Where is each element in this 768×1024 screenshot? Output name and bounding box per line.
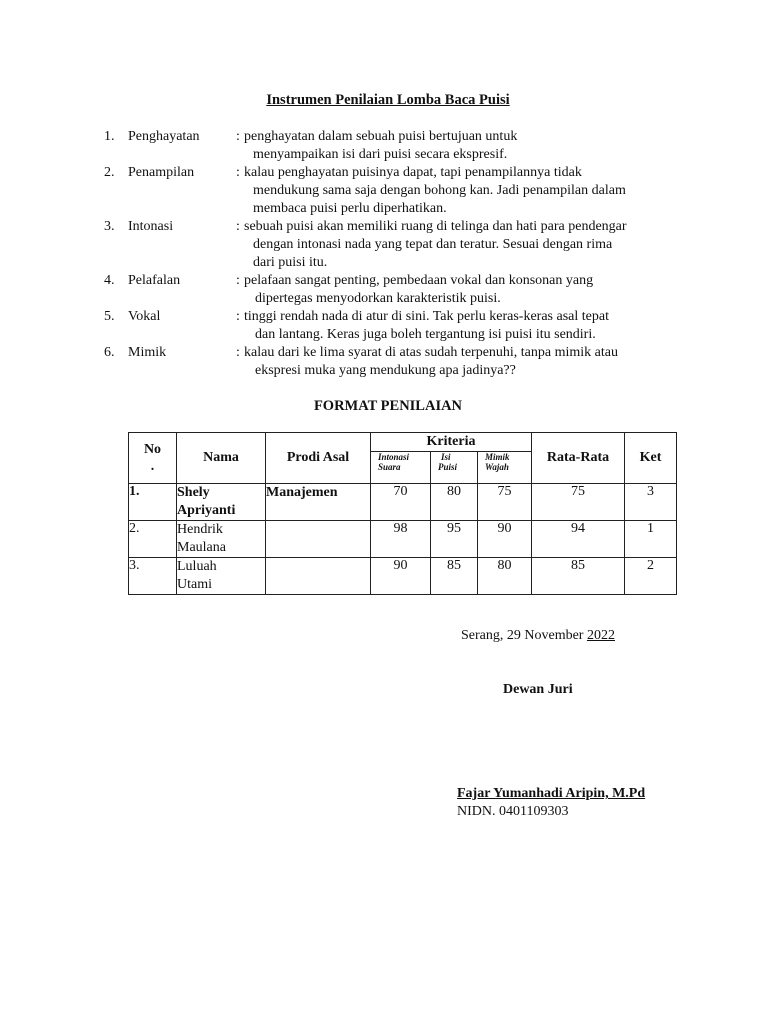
criteria-number: 3. <box>104 219 115 234</box>
cell-isi: 80 <box>431 484 478 521</box>
criteria-number: 4. <box>104 273 115 288</box>
cell-nama-line: Shely <box>177 485 210 500</box>
criteria-name: Penampilan <box>128 165 195 180</box>
criteria-item-intonasi <box>104 218 684 272</box>
cell-isi: 95 <box>431 521 478 558</box>
subheader-line: Isi <box>441 452 451 462</box>
cell-mimik: 75 <box>478 484 532 521</box>
subheader-line: Puisi <box>438 462 458 472</box>
criteria-line: penghayatan dalam sebuah puisi bertujuan untuk <box>244 129 518 144</box>
criteria-item-mimik <box>104 344 684 380</box>
cell-nama-line: Apriyanti <box>177 503 236 518</box>
cell-ket: 2 <box>625 558 677 595</box>
table-row <box>129 484 677 521</box>
criteria-description <box>244 344 684 380</box>
criteria-line: mendukung sama saja dengan bohong kan. Jadi penampilan dalam <box>253 183 626 198</box>
cell-intonasi: 98 <box>371 521 431 558</box>
signature-place-date <box>461 628 615 644</box>
criteria-list <box>104 128 684 380</box>
cell-nama-line: Hendrik <box>177 522 223 537</box>
place-date-text: Serang, 29 November <box>461 628 587 643</box>
table-header-row <box>129 433 677 452</box>
signature-id: NIDN. 0401109303 <box>457 804 569 819</box>
header-intonasi-suara <box>371 452 431 484</box>
criteria-line: dan lantang. Keras juga boleh tergantung isi puisi itu sendiri. <box>255 327 596 342</box>
cell-intonasi: 70 <box>371 484 431 521</box>
criteria-line: tinggi rendah nada di atur di sini. Tak perlu keras-keras asal tepat <box>244 309 609 324</box>
signature-name: Fajar Yumanhadi Aripin, M.Pd <box>457 786 646 801</box>
header-isi-puisi <box>431 452 478 484</box>
criteria-item-vokal <box>104 308 684 344</box>
header-mimik-wajah <box>478 452 532 484</box>
cell-ket: 3 <box>625 484 677 521</box>
criteria-line: dari puisi itu. <box>253 255 328 270</box>
criteria-line: dipertegas menyodorkan karakteristik puisi. <box>255 291 501 306</box>
criteria-number: 2. <box>104 165 115 180</box>
criteria-name: Vokal <box>128 309 161 324</box>
criteria-line: ekspresi muka yang mendukung apa jadinya?? <box>255 363 516 378</box>
document-title: Instrumen Penilaian Lomba Baca Puisi <box>266 92 510 108</box>
header-prodi: Prodi Asal <box>266 433 371 484</box>
table-row <box>129 558 677 595</box>
criteria-name: Pelafalan <box>128 273 181 288</box>
cell-prodi <box>266 521 371 558</box>
criteria-description <box>244 308 684 344</box>
criteria-description <box>244 164 684 218</box>
cell-ket: 1 <box>625 521 677 558</box>
cell-rata: 75 <box>532 484 625 521</box>
cell-nama-line: Luluah <box>177 559 217 574</box>
criteria-name: Intonasi <box>128 219 174 234</box>
criteria-number: 1. <box>104 129 115 144</box>
cell-mimik: 90 <box>478 521 532 558</box>
header-no-label: No <box>143 442 162 457</box>
cell-prodi <box>266 558 371 595</box>
header-rata: Rata-Rata <box>532 433 625 484</box>
criteria-line: pelafaan sangat penting, pembedaan vokal dan konsonan yang <box>244 273 594 288</box>
header-nama: Nama <box>177 433 266 484</box>
cell-prodi: Manajemen <box>266 484 371 521</box>
criteria-line: sebuah puisi akan memiliki ruang di telinga dan hati para pendengar <box>244 219 627 234</box>
header-kriteria: Kriteria <box>371 433 532 452</box>
criteria-colon: : <box>236 273 240 288</box>
cell-rata: 94 <box>532 521 625 558</box>
cell-nama <box>177 484 266 521</box>
criteria-line: kalau dari ke lima syarat di atas sudah terpenuhi, tanpa mimik atau <box>244 345 618 360</box>
criteria-name: Mimik <box>128 345 167 360</box>
header-no <box>129 433 177 484</box>
cell-isi: 85 <box>431 558 478 595</box>
criteria-colon: : <box>236 309 240 324</box>
cell-nama-line: Maulana <box>177 540 226 555</box>
cell-no: 2. <box>129 521 177 558</box>
criteria-line: dengan intonasi nada yang tepat dan teratur. Sesuai dengan rima <box>253 237 613 252</box>
cell-no: 3. <box>129 558 177 595</box>
criteria-name: Penghayatan <box>128 129 200 144</box>
subheader-line: Suara <box>378 462 401 472</box>
criteria-number: 6. <box>104 345 115 360</box>
cell-nama-line: Utami <box>177 577 212 592</box>
criteria-item-penghayatan <box>104 128 684 164</box>
score-table <box>128 432 677 595</box>
table-row <box>129 521 677 558</box>
criteria-description <box>244 218 684 272</box>
cell-rata: 85 <box>532 558 625 595</box>
cell-nama <box>177 521 266 558</box>
criteria-item-pelafalan <box>104 272 684 308</box>
cell-intonasi: 90 <box>371 558 431 595</box>
criteria-colon: : <box>236 219 240 234</box>
cell-mimik: 80 <box>478 558 532 595</box>
subheader-line: Intonasi <box>378 452 410 462</box>
cell-no: 1. <box>129 484 177 521</box>
cell-nama <box>177 558 266 595</box>
criteria-line: menyampaikan isi dari puisi secara ekspresif. <box>253 147 508 162</box>
criteria-line: membaca puisi perlu diperhatikan. <box>253 201 447 216</box>
criteria-line: kalau penghayatan puisinya dapat, tapi penampilannya tidak <box>244 165 582 180</box>
format-title: FORMAT PENILAIAN <box>313 398 463 414</box>
subheader-line: Mimik <box>485 452 510 462</box>
subheader-line: Wajah <box>485 462 509 472</box>
criteria-colon: : <box>236 345 240 360</box>
year-text: 2022 <box>586 628 615 643</box>
criteria-item-penampilan <box>104 164 684 218</box>
criteria-description <box>244 272 684 308</box>
criteria-number: 5. <box>104 309 115 324</box>
criteria-colon: : <box>236 165 240 180</box>
signature-role: Dewan Juri <box>503 682 573 697</box>
header-ket: Ket <box>625 433 677 484</box>
header-no-dot: . <box>150 459 155 474</box>
criteria-colon: : <box>236 129 240 144</box>
criteria-description <box>244 128 684 164</box>
